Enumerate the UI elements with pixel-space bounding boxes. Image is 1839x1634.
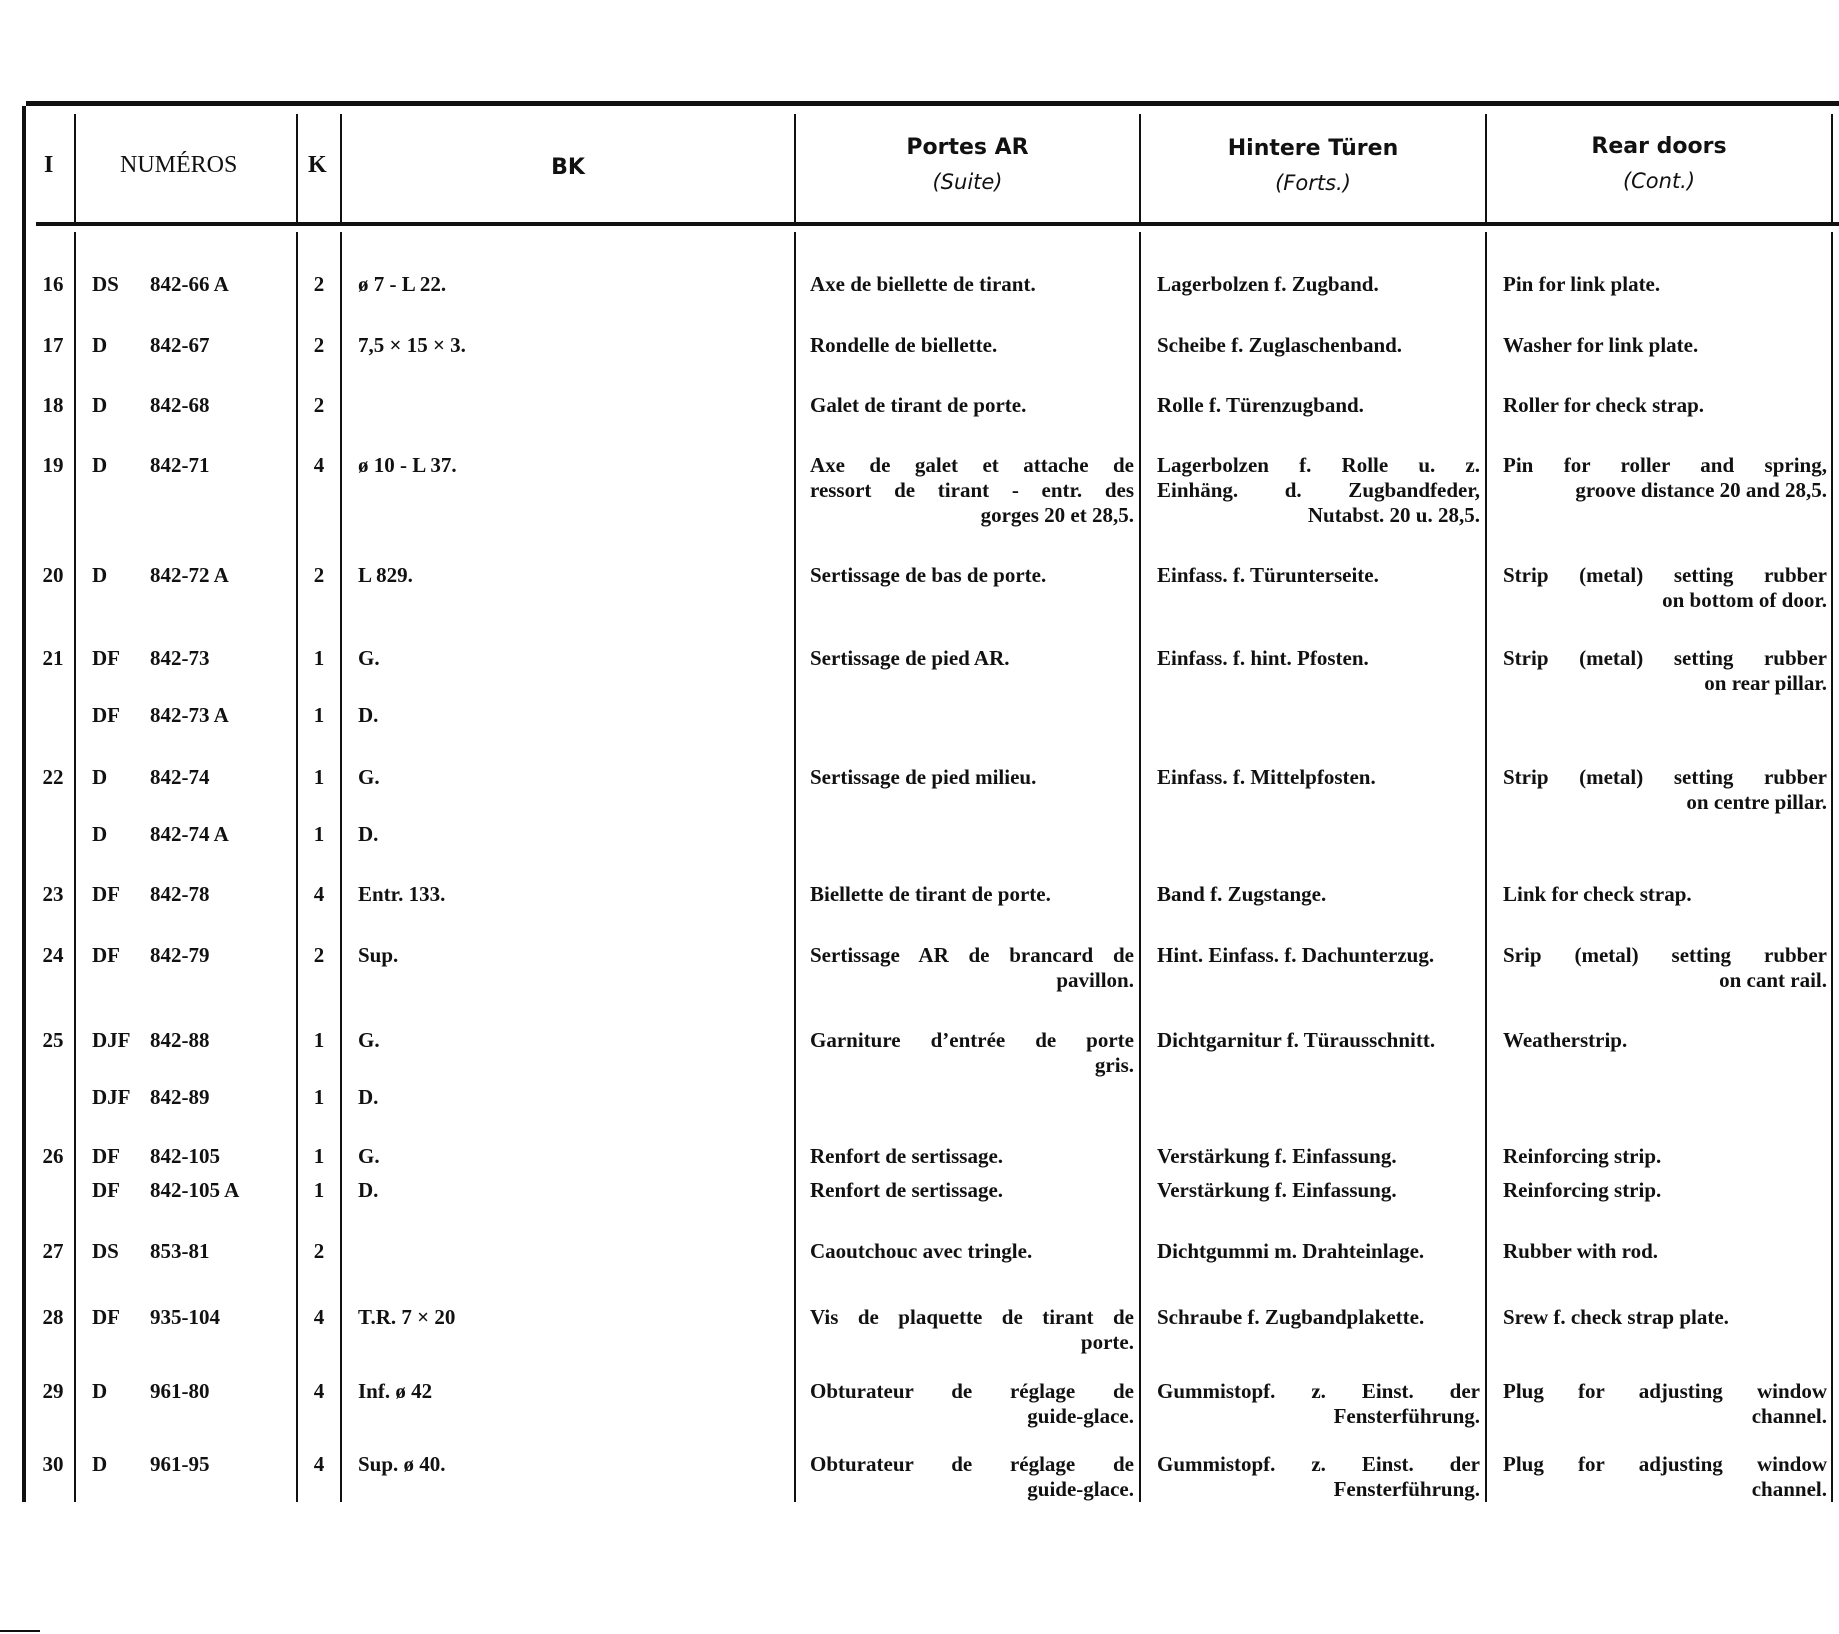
header-fr-title: Portes AR [906, 135, 1029, 160]
row-part-number: 842-74 A [150, 822, 229, 846]
row-part-number: 842-79 [150, 943, 210, 967]
row-quantity: 1 [313, 1028, 325, 1052]
row-description-fr-line: Sertissage de pied AR. [810, 646, 1010, 670]
row-description-fr-line: Rondelle de biellette. [810, 333, 998, 357]
row-description-fr-line: guide-glace. [1027, 1477, 1134, 1501]
row-description-fr-line: Sertissage AR de brancard de [810, 943, 1134, 967]
row-bk: L 829. [358, 563, 413, 587]
row-prefix: DF [92, 1305, 120, 1329]
row-prefix: DF [92, 1178, 120, 1202]
row-bk: Sup. [358, 943, 399, 967]
row-quantity: 4 [313, 882, 325, 906]
row-description-en-line: Reinforcing strip. [1503, 1178, 1662, 1202]
header-bk-label: BK [551, 155, 585, 180]
divider-fr-body [1139, 232, 1141, 1502]
row-quantity: 2 [313, 563, 325, 587]
row-index: 16 [42, 272, 64, 296]
row-description-fr-line: pavillon. [1056, 968, 1134, 992]
row-prefix: D [92, 765, 108, 789]
row-description-en-line: Rubber with rod. [1503, 1239, 1659, 1263]
row-bk: D. [358, 1178, 379, 1202]
row-description-en-line: Strip (metal) setting rubber [1503, 765, 1827, 789]
divider-en-body [1831, 232, 1833, 1502]
row-quantity: 1 [313, 1144, 325, 1168]
header-en-sub: (Cont.) [1622, 169, 1696, 193]
row-description-fr-line: Renfort de sertissage. [810, 1178, 1004, 1202]
row-index: 18 [42, 393, 64, 417]
row-quantity: 2 [313, 272, 325, 296]
footer-mark [0, 1630, 40, 1632]
row-index: 29 [42, 1379, 64, 1403]
row-description-de-line: Gummistopf. z. Einst. der [1157, 1379, 1480, 1403]
row-description-fr-line: Obturateur de réglage de [810, 1452, 1134, 1476]
row-description-fr-line: gorges 20 et 28,5. [980, 503, 1134, 527]
row-description-fr-line: Garniture d’entrée de porte [810, 1028, 1134, 1052]
row-description-de-line: Lagerbolzen f. Zugband. [1157, 272, 1379, 296]
row-description-de-line: Einhäng. d. Zugbandfeder, [1157, 478, 1480, 502]
divider-numeros [296, 114, 298, 222]
row-quantity: 1 [313, 822, 325, 846]
row-bk: D. [358, 822, 379, 846]
row-description-fr-line: Axe de galet et attache de [810, 453, 1134, 477]
row-description-de-line: Band f. Zugstange. [1157, 882, 1327, 906]
row-quantity: 2 [313, 943, 325, 967]
row-index: 30 [42, 1452, 64, 1476]
divider-en [1831, 114, 1833, 222]
divider-bk-body [794, 232, 796, 1502]
row-prefix: D [92, 453, 108, 477]
row-description-en-line: Link for check strap. [1503, 882, 1692, 906]
row-description-en-line: channel. [1751, 1404, 1827, 1428]
row-bk: G. [358, 1028, 380, 1052]
divider-index [74, 114, 76, 222]
row-description-de-line: Einfass. f. Mittelpfosten. [1157, 765, 1376, 789]
row-description-de-line: Fensterführung. [1333, 1477, 1480, 1501]
divider-k-body [340, 232, 342, 1502]
row-part-number: 842-78 [150, 882, 210, 906]
header-numeros: NUMÉROS [120, 152, 238, 178]
row-quantity: 2 [313, 333, 325, 357]
left-border [22, 106, 26, 1502]
row-description-en-line: Pin for roller and spring, [1503, 453, 1827, 477]
row-bk: 7,5 × 15 × 3. [358, 333, 466, 357]
row-index: 27 [42, 1239, 64, 1263]
row-index: 17 [42, 333, 64, 357]
header-de [1141, 132, 1485, 200]
row-prefix: D [92, 563, 108, 587]
row-description-fr-line: Caoutchouc avec tringle. [810, 1239, 1033, 1263]
row-description-de-line: Lagerbolzen f. Rolle u. z. [1157, 453, 1480, 477]
divider-numeros-body [296, 232, 298, 1502]
row-description-en-line: Washer for link plate. [1503, 333, 1699, 357]
row-quantity: 4 [313, 453, 325, 477]
row-prefix: D [92, 1452, 108, 1476]
row-prefix: D [92, 393, 108, 417]
row-description-de-line: Einfass. f. Türunterseite. [1157, 563, 1379, 587]
row-part-number: 842-73 A [150, 703, 229, 727]
row-part-number: 842-73 [150, 646, 210, 670]
row-index: 24 [42, 943, 64, 967]
header-bk [342, 151, 794, 185]
row-description-fr-line: Sertissage de bas de porte. [810, 563, 1047, 587]
header-de-title: Hintere Türen [1227, 136, 1399, 161]
row-description-fr-line: porte. [1080, 1330, 1134, 1354]
row-index: 22 [42, 765, 64, 789]
row-description-en-line: on cant rail. [1719, 968, 1827, 992]
row-prefix: DF [92, 882, 120, 906]
row-bk: Inf. ø 42 [358, 1379, 433, 1403]
row-quantity: 4 [313, 1379, 325, 1403]
row-description-fr-line: Axe de biellette de tirant. [810, 272, 1036, 296]
row-index: 20 [42, 563, 64, 587]
row-description-en-line: Reinforcing strip. [1503, 1144, 1662, 1168]
row-part-number: 842-89 [150, 1085, 210, 1109]
row-part-number: 853-81 [150, 1239, 210, 1263]
row-prefix: DS [92, 272, 119, 296]
row-description-en-line: Srew f. check strap plate. [1503, 1305, 1729, 1329]
row-description-en-line: Plug for adjusting window [1503, 1452, 1827, 1476]
header-index: I [44, 152, 54, 178]
row-description-de-line: Dichtgummi m. Drahteinlage. [1157, 1239, 1425, 1263]
row-bk: Entr. 133. [358, 882, 446, 906]
row-description-fr-line: Sertissage de pied milieu. [810, 765, 1037, 789]
top-rule [26, 101, 1839, 106]
row-prefix: D [92, 1379, 108, 1403]
row-prefix: DF [92, 1144, 120, 1168]
row-bk: G. [358, 765, 380, 789]
row-description-de-line: Rolle f. Türenzugband. [1157, 393, 1364, 417]
row-quantity: 1 [313, 1178, 325, 1202]
row-prefix: DS [92, 1239, 119, 1263]
row-prefix: DF [92, 943, 120, 967]
row-description-en-line: channel. [1751, 1477, 1827, 1501]
row-bk: ø 10 - L 37. [358, 453, 457, 477]
row-description-en-line: Roller for check strap. [1503, 393, 1705, 417]
row-description-en-line: Strip (metal) setting rubber [1503, 646, 1827, 670]
row-bk: T.R. 7 × 20 [358, 1305, 456, 1329]
row-part-number: 842-72 A [150, 563, 229, 587]
row-bk: D. [358, 703, 379, 727]
row-bk: Sup. ø 40. [358, 1452, 446, 1476]
row-prefix: D [92, 333, 108, 357]
row-part-number: 842-66 A [150, 272, 229, 296]
row-quantity: 4 [313, 1452, 325, 1476]
row-description-de-line: Einfass. f. hint. Pfosten. [1157, 646, 1369, 670]
header-k: K [308, 152, 327, 178]
row-quantity: 2 [313, 1239, 325, 1263]
row-index: 25 [42, 1028, 64, 1052]
row-description-fr-line: Renfort de sertissage. [810, 1144, 1004, 1168]
header-fr [796, 131, 1139, 199]
row-index: 19 [42, 453, 64, 477]
row-part-number: 935-104 [150, 1305, 220, 1329]
row-bk: ø 7 - L 22. [358, 272, 447, 296]
row-part-number: 842-71 [150, 453, 210, 477]
row-description-de-line: Dichtgarnitur f. Türausschnitt. [1157, 1028, 1436, 1052]
row-part-number: 961-95 [150, 1452, 210, 1476]
row-prefix: DJF [92, 1085, 131, 1109]
row-description-en-line: groove distance 20 and 28,5. [1575, 478, 1827, 502]
header-de-sub: (Forts.) [1275, 171, 1351, 195]
header-en-title: Rear doors [1591, 134, 1727, 159]
row-description-fr-line: Biellette de tirant de porte. [810, 882, 1051, 906]
row-prefix: DF [92, 646, 120, 670]
row-description-fr-line: guide-glace. [1027, 1404, 1134, 1428]
row-description-en-line: on bottom of door. [1662, 588, 1827, 612]
row-quantity: 1 [313, 765, 325, 789]
row-description-de-line: Nutabst. 20 u. 28,5. [1307, 503, 1480, 527]
row-quantity: 4 [313, 1305, 325, 1329]
row-bk: G. [358, 1144, 380, 1168]
row-part-number: 842-67 [150, 333, 210, 357]
row-quantity: 2 [313, 393, 325, 417]
row-bk: D. [358, 1085, 379, 1109]
row-quantity: 1 [313, 703, 325, 727]
row-quantity: 1 [313, 1085, 325, 1109]
row-description-en-line: on rear pillar. [1704, 671, 1827, 695]
row-description-en-line: Strip (metal) setting rubber [1503, 563, 1827, 587]
row-description-de-line: Verstärkung f. Einfassung. [1157, 1144, 1397, 1168]
row-index: 21 [42, 646, 64, 670]
row-description-de-line: Fensterführung. [1333, 1404, 1480, 1428]
row-description-en-line: Pin for link plate. [1503, 272, 1661, 296]
row-part-number: 961-80 [150, 1379, 210, 1403]
row-description-fr-line: Vis de plaquette de tirant de [810, 1305, 1134, 1329]
row-index: 26 [42, 1144, 64, 1168]
row-description-de-line: Hint. Einfass. f. Dachunterzug. [1157, 943, 1435, 967]
row-index: 23 [42, 882, 64, 906]
header-en [1487, 130, 1831, 198]
row-part-number: 842-68 [150, 393, 210, 417]
row-description-de-line: Scheibe f. Zuglaschenband. [1157, 333, 1403, 357]
row-part-number: 842-105 [150, 1144, 220, 1168]
row-description-en-line: on centre pillar. [1686, 790, 1827, 814]
row-description-fr-line: ressort de tirant - entr. des [810, 478, 1134, 502]
row-part-number: 842-74 [150, 765, 210, 789]
row-prefix: D [92, 822, 108, 846]
row-description-de-line: Gummistopf. z. Einst. der [1157, 1452, 1480, 1476]
header-bottom-rule [36, 222, 1839, 226]
row-part-number: 842-88 [150, 1028, 210, 1052]
row-prefix: DF [92, 703, 120, 727]
row-description-de-line: Verstärkung f. Einfassung. [1157, 1178, 1397, 1202]
row-description-de-line: Schraube f. Zugbandplakette. [1157, 1305, 1425, 1329]
row-description-fr-line: Obturateur de réglage de [810, 1379, 1134, 1403]
row-description-en-line: Plug for adjusting window [1503, 1379, 1827, 1403]
divider-index-body [74, 232, 76, 1502]
row-bk: G. [358, 646, 380, 670]
row-description-en-line: Weatherstrip. [1503, 1028, 1628, 1052]
row-description-fr-line: gris. [1094, 1053, 1134, 1077]
row-description-fr-line: Galet de tirant de porte. [810, 393, 1027, 417]
row-index: 28 [42, 1305, 64, 1329]
divider-de-body [1485, 232, 1487, 1502]
row-part-number: 842-105 A [150, 1178, 240, 1202]
row-quantity: 1 [313, 646, 325, 670]
header-fr-sub: (Suite) [932, 170, 1003, 194]
row-prefix: DJF [92, 1028, 131, 1052]
row-description-en-line: Srip (metal) setting rubber [1503, 943, 1827, 967]
